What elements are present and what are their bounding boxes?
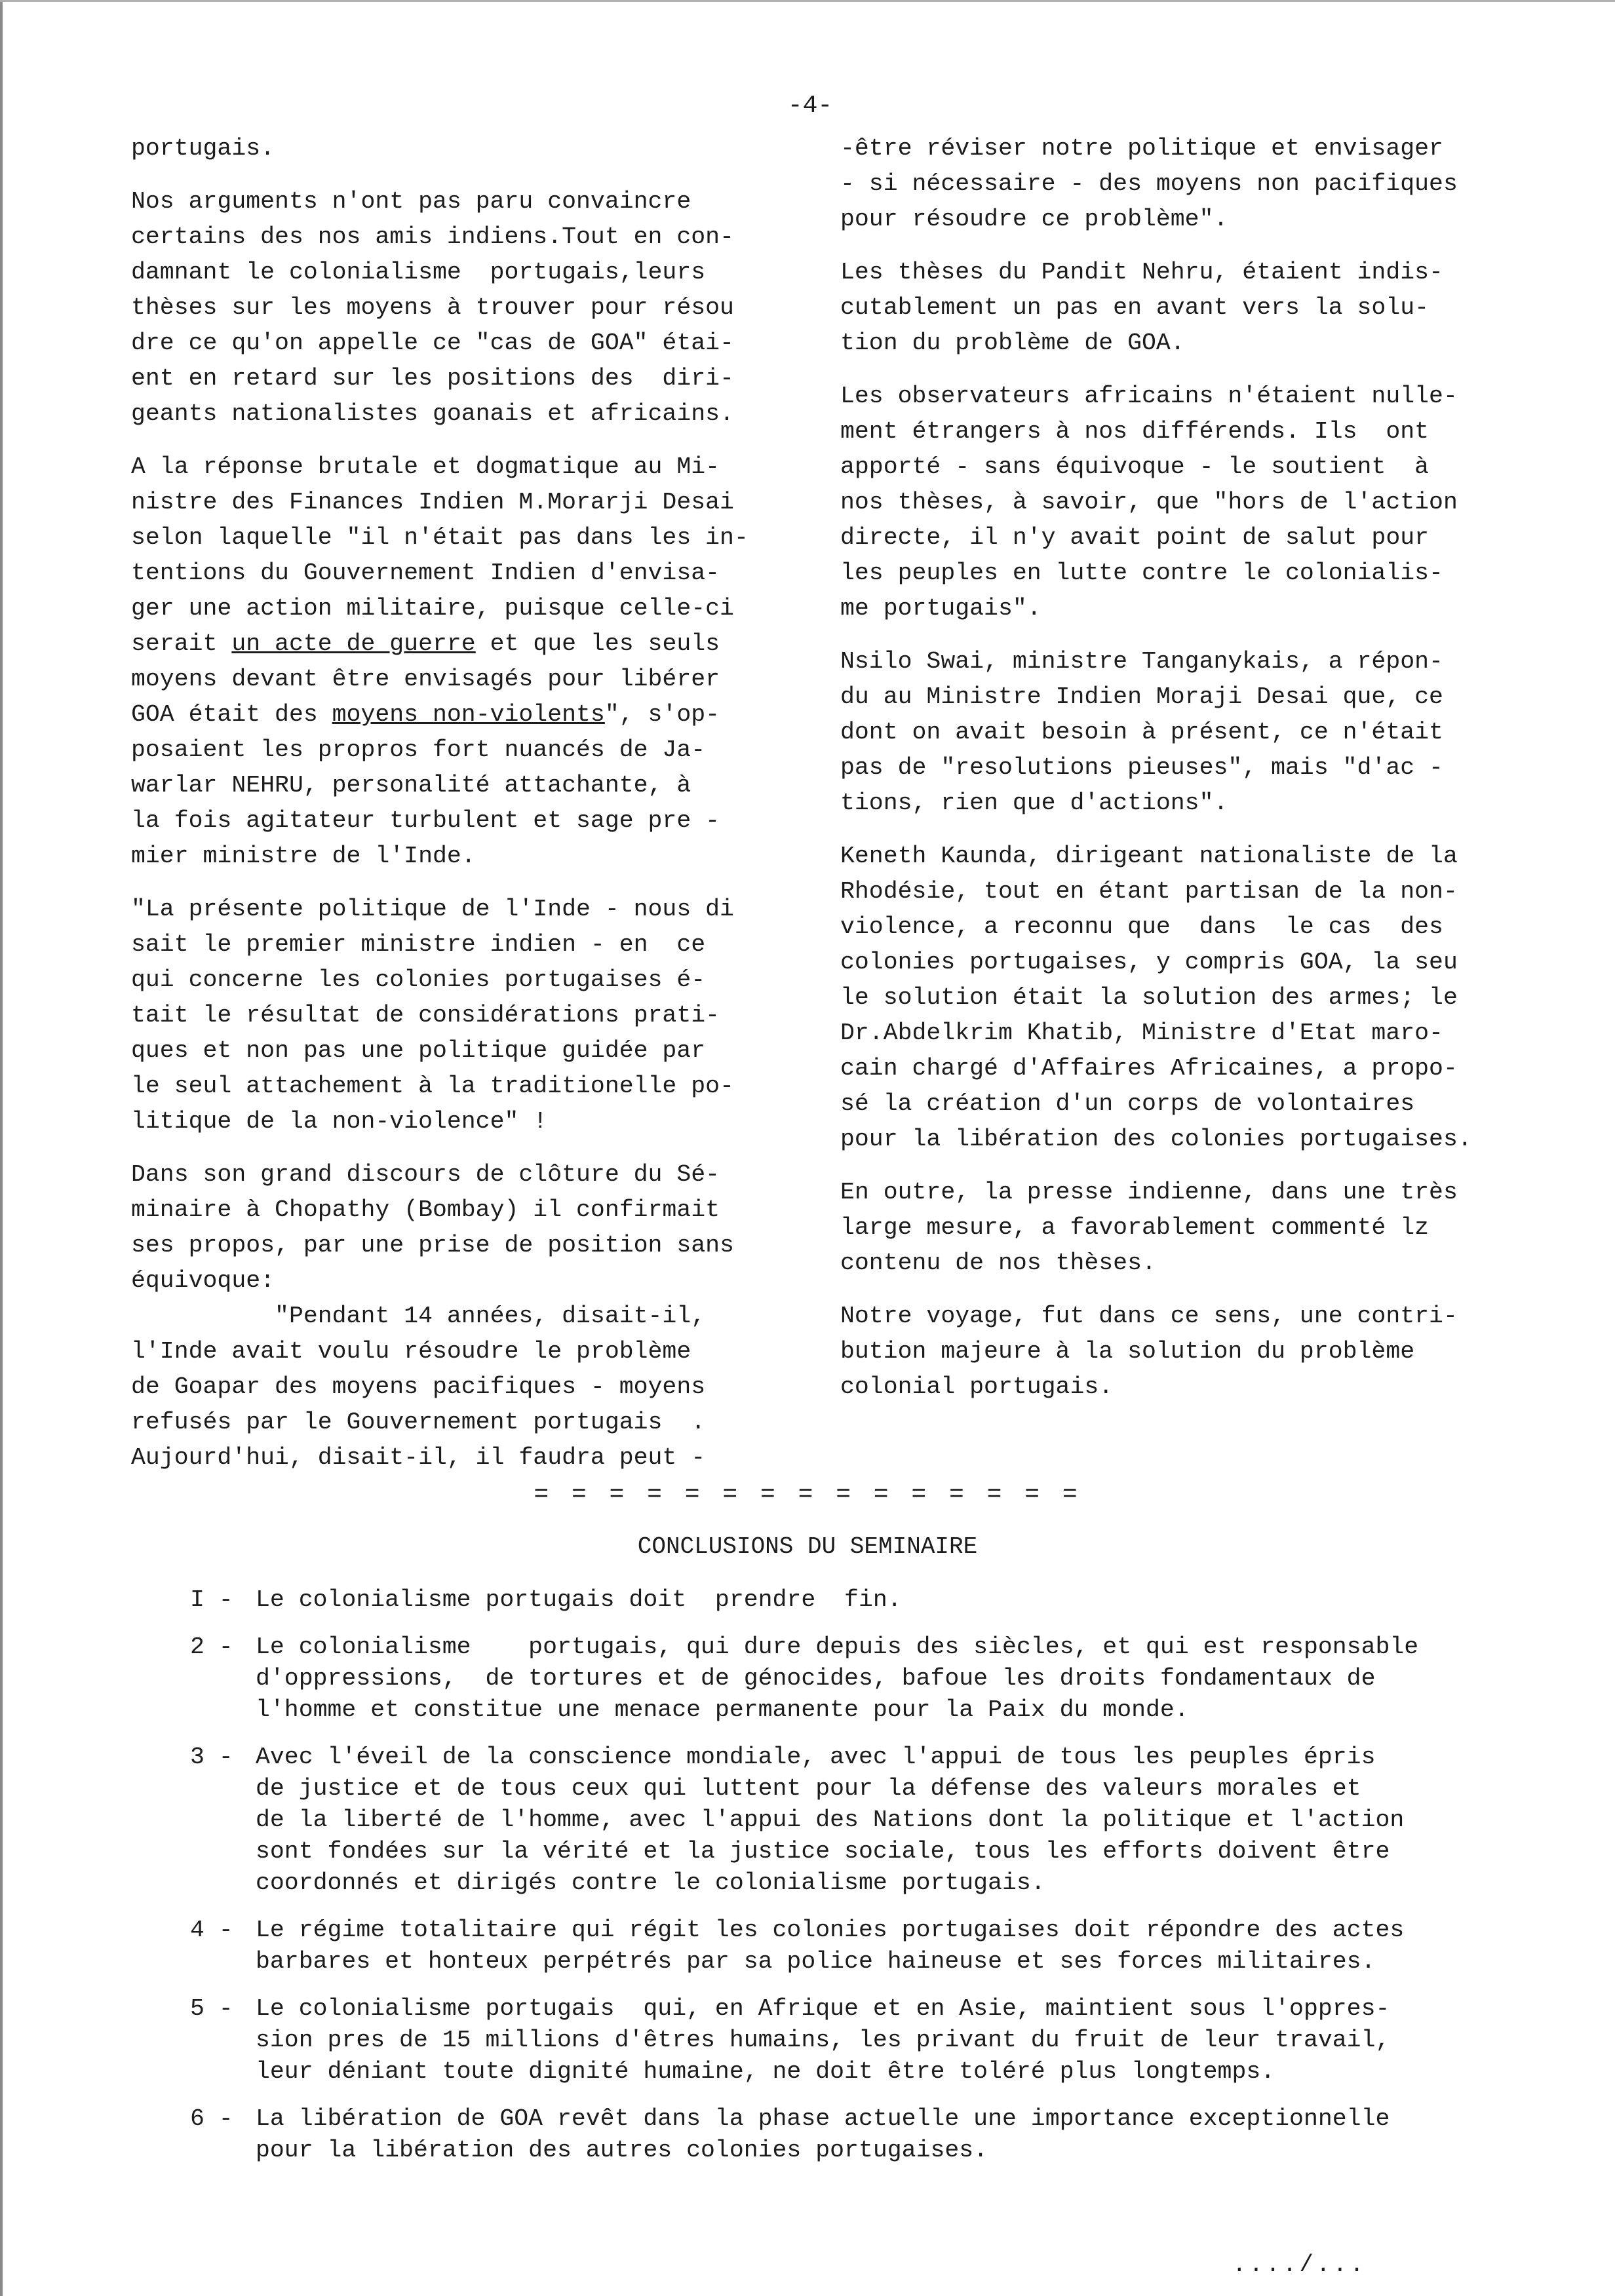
text-line: A la réponse brutale et dogmatique au Mi-	[131, 453, 720, 480]
item-number: 6 -	[190, 2105, 233, 2132]
text-fragment: serait	[131, 630, 232, 657]
text-line: colonial portugais.	[840, 1373, 1114, 1400]
section-divider: = = = = = = = = = = = = = = =	[534, 1481, 1081, 1509]
text-line: thèses sur les moyens à trouver pour résou	[131, 294, 734, 321]
text-line: leur déniant toute dignité humaine, ne doit être toléré plus longtemps.	[256, 2058, 1275, 2085]
paragraph	[840, 839, 1502, 1157]
text-line: damnant le colonialisme portugais,leurs	[131, 259, 706, 286]
text-line: - si nécessaire - des moyens non pacifiques	[840, 170, 1458, 197]
item-body	[256, 1742, 1404, 1899]
text-line: Rhodésie, tout en étant partisan de la non-	[840, 878, 1458, 905]
text-line: Les thèses du Pandit Nehru, étaient indis-	[840, 259, 1443, 286]
text-line: du au Ministre Indien Moraji Desai que, ce	[840, 683, 1443, 710]
underlined-phrase: un acte de guerre	[231, 630, 476, 657]
item-body	[256, 2103, 1390, 2166]
paragraph	[131, 1157, 793, 1476]
text-line: me portugais".	[840, 595, 1041, 622]
text-line: ent en retard sur les positions des diri-	[131, 365, 734, 392]
item-body	[256, 1632, 1418, 1726]
text-line: certains des nos amis indiens.Tout en con-	[131, 223, 734, 250]
text-line: ment étrangers à nos différends. Ils ont	[840, 418, 1430, 445]
text-line: tentions du Gouvernement Indien d'envisa-	[131, 560, 720, 586]
text-fragment: et que les seuls	[475, 630, 720, 657]
text-line: Les observateurs africains n'étaient nulle-	[840, 383, 1458, 410]
paragraph	[840, 1299, 1502, 1405]
conclusion-item	[190, 1632, 1527, 1726]
text-line: Nos arguments n'ont pas paru convaincre	[131, 188, 691, 215]
conclusion-item	[190, 1915, 1527, 1978]
item-body	[256, 1915, 1404, 1978]
text-line: litique de la non-violence" !	[131, 1108, 548, 1135]
conclusions-title: CONCLUSIONS DU SEMINAIRE	[637, 1533, 978, 1560]
text-line: bution majeure à la solution du problème	[840, 1338, 1415, 1365]
text-line: En outre, la presse indienne, dans une très	[840, 1179, 1458, 1206]
item-number: 5 -	[190, 1995, 233, 2022]
conclusion-item	[190, 1584, 1527, 1616]
text-line: "Pendant 14 années, disait-il,	[131, 1303, 706, 1330]
text-line: sait le premier ministre indien - en ce	[131, 931, 706, 958]
text-line: sion pres de 15 millions d'êtres humains, les privant du fruit de leur travail,	[256, 2027, 1390, 2054]
text-line: l'Inde avait voulu résoudre le problème	[131, 1338, 691, 1365]
text-line: Dans son grand discours de clôture du Sé-	[131, 1161, 720, 1188]
text-line: warlar NEHRU, personalité attachante, à	[131, 772, 691, 799]
item-number: I -	[190, 1586, 233, 1613]
underlined-phrase: moyens non-violents	[332, 701, 605, 728]
conclusion-item	[190, 1993, 1527, 2088]
text-line: les peuples en lutte contre le colonialis-	[840, 560, 1443, 586]
text-line: de justice et de tous ceux qui luttent pour la défense des valeurs morales et	[256, 1775, 1361, 1802]
text-line: apporté - sans équivoque - le soutient à	[840, 453, 1430, 480]
left-column	[131, 131, 793, 1493]
text-line: ses propos, par une prise de position sans	[131, 1232, 734, 1259]
text-line: Notre voyage, fut dans ce sens, une contri-	[840, 1303, 1458, 1330]
text-line: d'oppressions, de tortures et de génocides, bafoue les droits fondamentaux de	[256, 1665, 1376, 1692]
text-line: ques et non pas une politique guidée par	[131, 1037, 706, 1064]
text-line: selon laquelle "il n'était pas dans les in-	[131, 524, 749, 551]
paragraph	[840, 255, 1502, 361]
paragraph	[131, 892, 793, 1139]
paragraph	[840, 131, 1502, 237]
text-line: Dr.Abdelkrim Khatib, Ministre d'Etat maro-	[840, 1020, 1443, 1046]
text-line: pour résoudre ce problème".	[840, 206, 1228, 233]
continuation-marker: ..../...	[1232, 2251, 1367, 2278]
item-number: 2 -	[190, 1634, 233, 1660]
text-line: le seul attachement à la traditionelle po-	[131, 1073, 734, 1100]
conclusions-list	[190, 1584, 1527, 2182]
text-line: colonies portugaises, y compris GOA, la seu	[840, 949, 1458, 976]
item-number: 3 -	[190, 1744, 233, 1770]
text-line: barbares et honteux perpétrés par sa police haineuse et ses forces militaires.	[256, 1948, 1376, 1975]
paragraph	[840, 379, 1502, 626]
text-line: tions, rien que d'actions".	[840, 790, 1228, 816]
page-number: -4-	[787, 92, 833, 120]
text-line: tait le résultat de considérations prati-	[131, 1002, 720, 1029]
item-body	[256, 1584, 902, 1616]
text-line: Keneth Kaunda, dirigeant nationaliste de la	[840, 843, 1458, 870]
conclusion-item	[190, 1742, 1527, 1899]
text-line: ger une action militaire, puisque celle-ci	[131, 595, 734, 622]
page-left-edge	[0, 0, 3, 2296]
text-fragment: GOA était des	[131, 701, 332, 728]
text-line: refusés par le Gouvernement portugais .	[131, 1409, 706, 1436]
paragraph	[131, 450, 793, 874]
text-line: large mesure, a favorablement commenté lz	[840, 1214, 1430, 1241]
text-line: moyens devant être envisagés pour libérer	[131, 666, 720, 693]
text-line: -être réviser notre politique et envisager	[840, 135, 1443, 162]
paragraph	[131, 131, 793, 166]
text-line: violence, a reconnu que dans le cas des	[840, 913, 1443, 940]
paragraph	[131, 184, 793, 432]
text-line: Le colonialisme portugais doit prendre fin.	[256, 1586, 902, 1613]
text-line: pour la libération des colonies portugaises.	[840, 1126, 1472, 1153]
text-line: Le colonialisme portugais qui, en Afrique et en Asie, maintient sous l'oppres-	[256, 1995, 1390, 2022]
text-line: La libération de GOA revêt dans la phase actuelle une importance exceptionnelle	[256, 2105, 1390, 2132]
item-number: 4 -	[190, 1917, 233, 1943]
text-line: équivoque:	[131, 1267, 275, 1294]
text-line: dont on avait besoin à présent, ce n'était	[840, 719, 1443, 746]
text-line	[131, 697, 793, 733]
text-line: posaient les propros fort nuancés de Ja-	[131, 737, 706, 763]
conclusion-item	[190, 2103, 1527, 2166]
text-line: sont fondées sur la vérité et la justice sociale, tous les efforts doivent être	[256, 1838, 1390, 1865]
text-line: sé la création d'un corps de volontaires	[840, 1090, 1415, 1117]
text-fragment: ", s'op-	[604, 701, 720, 728]
text-line: Le colonialisme portugais, qui dure depuis des siècles, et qui est responsable	[256, 1634, 1419, 1660]
text-line: mier ministre de l'Inde.	[131, 843, 476, 870]
paragraph	[840, 1175, 1502, 1281]
text-line: pas de "resolutions pieuses", mais "d'ac -	[840, 754, 1443, 781]
text-line: le solution était la solution des armes; le	[840, 984, 1458, 1011]
text-line: tion du problème de GOA.	[840, 330, 1185, 356]
text-line: cutablement un pas en avant vers la solu-	[840, 294, 1430, 321]
text-line: contenu de nos thèses.	[840, 1250, 1156, 1276]
text-line: directe, il n'y avait point de salut pour	[840, 524, 1430, 551]
text-line: pour la libération des autres colonies portugaises.	[256, 2137, 988, 2164]
text-line: portugais.	[131, 135, 275, 162]
text-line: nistre des Finances Indien M.Morarji Desai	[131, 489, 734, 516]
text-line: coordonnés et dirigés contre le colonialisme portugais.	[256, 1869, 1045, 1896]
right-column	[840, 131, 1502, 1423]
text-line: Nsilo Swai, ministre Tanganykais, a répon-	[840, 648, 1443, 675]
text-line: nos thèses, à savoir, que "hors de l'action	[840, 489, 1458, 516]
text-line	[131, 626, 793, 662]
text-line: minaire à Chopathy (Bombay) il confirmait	[131, 1196, 720, 1223]
text-line: de la liberté de l'homme, avec l'appui des Nations dont la politique et l'action	[256, 1807, 1405, 1833]
text-line: Le régime totalitaire qui régit les colonies portugaises doit répondre des actes	[256, 1917, 1405, 1943]
paragraph	[840, 644, 1502, 821]
text-line: Avec l'éveil de la conscience mondiale, avec l'appui de tous les peuples épris	[256, 1744, 1376, 1770]
text-line: geants nationalistes goanais et africains.	[131, 400, 734, 427]
page-top-edge	[0, 0, 1615, 2]
text-line: qui concerne les colonies portugaises é-	[131, 966, 706, 993]
text-line: dre ce qu'on appelle ce "cas de GOA" étai-	[131, 330, 734, 356]
text-line: cain chargé d'Affaires Africaines, a propo-	[840, 1055, 1458, 1082]
item-body	[256, 1993, 1390, 2088]
text-line: l'homme et constitue une menace permanente pour la Paix du monde.	[256, 1696, 1189, 1723]
text-line: Aujourd'hui, disait-il, il faudra peut -	[131, 1444, 706, 1471]
text-line: "La présente politique de l'Inde - nous di	[131, 896, 734, 923]
text-line: la fois agitateur turbulent et sage pre -	[131, 807, 720, 834]
text-line: de Goapar des moyens pacifiques - moyens	[131, 1373, 706, 1400]
